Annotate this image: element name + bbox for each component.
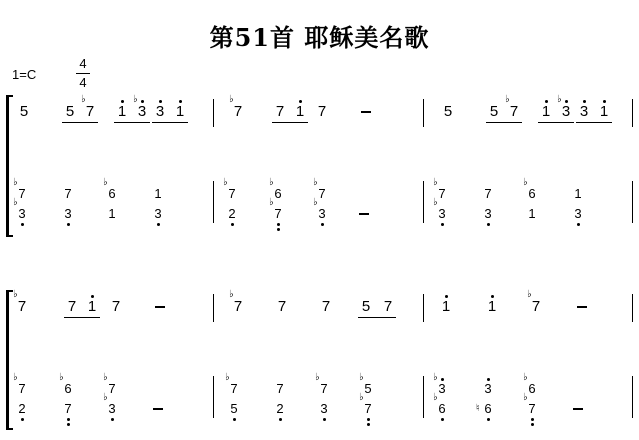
chord-upper-note	[10, 382, 34, 396]
time-signature	[76, 56, 90, 91]
barline	[632, 376, 633, 418]
melody-note	[314, 299, 338, 315]
chord-lower-note	[56, 207, 80, 221]
high-octave-dot	[491, 295, 494, 298]
melody-note	[524, 299, 548, 315]
chord-upper-note	[220, 187, 244, 201]
high-octave-dot	[441, 378, 444, 381]
chord-upper-note	[268, 382, 292, 396]
chord-lower-note	[100, 207, 124, 221]
barline	[632, 99, 633, 127]
chord-lower-note	[268, 402, 292, 416]
note-digit: 1	[117, 103, 127, 120]
note-digit: 1	[541, 103, 551, 120]
chord-lower-note	[10, 207, 34, 221]
high-octave-dot	[91, 295, 94, 298]
note-digit: 7	[276, 381, 284, 396]
melody-note	[376, 299, 400, 315]
rest-dash	[359, 213, 369, 215]
note-digit: 3	[154, 206, 162, 221]
eighth-beam	[152, 122, 188, 123]
note-digit: 6	[438, 401, 446, 416]
melody-note	[354, 299, 378, 315]
flat-sign: ♭	[505, 94, 510, 105]
note-digit: 7	[320, 381, 328, 396]
note-digit: 7	[85, 103, 95, 120]
note-digit: 7	[509, 103, 519, 120]
note-digit: 5	[364, 381, 372, 396]
note-digit: 5	[230, 401, 238, 416]
low-octave-dot	[577, 223, 580, 226]
flat-sign: ♭	[523, 372, 528, 383]
melody-note	[12, 104, 36, 120]
chord-lower-note	[430, 207, 454, 221]
chord-lower-note	[430, 402, 454, 416]
note-digit: 5	[65, 103, 75, 120]
eighth-beam	[538, 122, 574, 123]
chord-lower-note	[222, 402, 246, 416]
chord-upper-note	[476, 382, 500, 396]
note-digit: 7	[321, 298, 331, 315]
low-octave-dot	[487, 418, 490, 421]
flat-sign: ♭	[13, 289, 18, 300]
eighth-beam	[486, 122, 522, 123]
high-octave-dot	[179, 100, 182, 103]
low-octave-dot	[441, 223, 444, 226]
barline	[213, 181, 214, 223]
chord-upper-note	[222, 382, 246, 396]
low-octave-dot	[367, 423, 370, 426]
eighth-beam	[64, 317, 100, 318]
low-octave-dot	[231, 223, 234, 226]
low-octave-dot	[21, 223, 24, 226]
barline	[423, 294, 424, 322]
low-octave-dot	[323, 418, 326, 421]
note-digit: 1	[528, 206, 536, 221]
chord-lower-note	[10, 402, 34, 416]
note-digit: 2	[276, 401, 284, 416]
flat-sign: ♭	[523, 392, 528, 403]
barline	[423, 376, 424, 418]
note-digit: 6	[64, 381, 72, 396]
high-octave-dot	[445, 295, 448, 298]
chord-lower-note	[520, 402, 544, 416]
flat-sign: ♭	[103, 392, 108, 403]
note-digit: 1	[441, 298, 451, 315]
flat-sign: ♭	[13, 177, 18, 188]
chord-lower-note	[356, 402, 380, 416]
note-digit: 7	[275, 103, 285, 120]
low-octave-dot	[67, 423, 70, 426]
note-digit: 1	[175, 103, 185, 120]
note-digit: 7	[111, 298, 121, 315]
melody-note	[310, 104, 334, 120]
flat-sign: ♭	[225, 372, 230, 383]
barline	[632, 181, 633, 223]
flat-sign: ♭	[313, 177, 318, 188]
high-octave-dot	[299, 100, 302, 103]
high-octave-dot	[583, 100, 586, 103]
chord-lower-note	[310, 207, 334, 221]
note-digit: 3	[561, 103, 571, 120]
flat-sign: ♭	[359, 372, 364, 383]
note-digit: 7	[64, 401, 72, 416]
low-octave-dot	[279, 418, 282, 421]
note-digit: 2	[228, 206, 236, 221]
note-digit: 2	[18, 401, 26, 416]
note-digit: 5	[19, 103, 29, 120]
melody-note	[592, 104, 616, 120]
note-digit: 1	[87, 298, 97, 315]
note-digit: 1	[108, 206, 116, 221]
note-digit: 6	[528, 381, 536, 396]
flat-sign: ♭	[433, 372, 438, 383]
note-digit: 6	[274, 186, 282, 201]
high-octave-dot	[487, 378, 490, 381]
barline	[632, 294, 633, 322]
flat-sign: ♭	[269, 177, 274, 188]
low-octave-dot	[531, 418, 534, 421]
flat-sign: ♭	[557, 94, 562, 105]
eighth-beam	[576, 122, 612, 123]
chord-lower-note	[266, 207, 290, 221]
note-digit: 5	[443, 103, 453, 120]
barline	[213, 99, 214, 127]
chord-upper-note	[476, 187, 500, 201]
melody-note	[436, 104, 460, 120]
time-signature-top: 4	[79, 56, 87, 71]
low-octave-dot	[441, 418, 444, 421]
flat-sign: ♭	[13, 372, 18, 383]
note-digit: 7	[318, 186, 326, 201]
eighth-beam	[272, 122, 308, 123]
note-digit: 3	[18, 206, 26, 221]
melody-note	[288, 104, 312, 120]
note-digit: 7	[233, 298, 243, 315]
melody-note	[226, 104, 250, 120]
note-digit: 6	[484, 401, 492, 416]
note-digit: 1	[487, 298, 497, 315]
flat-sign: ♭	[523, 177, 528, 188]
note-digit: 7	[484, 186, 492, 201]
chord-lower-note	[476, 402, 500, 416]
flat-sign: ♭	[433, 177, 438, 188]
note-digit: 7	[108, 381, 116, 396]
note-digit: 7	[17, 298, 27, 315]
chord-upper-note	[56, 187, 80, 201]
chord-lower-note	[520, 207, 544, 221]
note-digit: 7	[317, 103, 327, 120]
melody-note	[168, 104, 192, 120]
chord-lower-note	[56, 402, 80, 416]
melody-note	[480, 299, 504, 315]
note-digit: 7	[531, 298, 541, 315]
melody-note	[78, 104, 102, 120]
low-octave-dot	[21, 418, 24, 421]
note-digit: 1	[574, 186, 582, 201]
chord-lower-note	[220, 207, 244, 221]
note-digit: 3	[484, 206, 492, 221]
chord-upper-note	[520, 187, 544, 201]
melody-note	[80, 299, 104, 315]
note-digit: 5	[489, 103, 499, 120]
low-octave-dot	[531, 423, 534, 426]
note-digit: 7	[277, 298, 287, 315]
page-title: 第51首 耶稣美名歌	[209, 23, 430, 52]
low-octave-dot	[487, 223, 490, 226]
barline	[213, 376, 214, 418]
rest-dash	[153, 408, 163, 410]
melody-note	[226, 299, 250, 315]
chord-upper-note	[566, 187, 590, 201]
high-octave-dot	[121, 100, 124, 103]
flat-sign: ♭	[13, 197, 18, 208]
low-octave-dot	[233, 418, 236, 421]
melody-note	[10, 299, 34, 315]
eighth-beam	[358, 317, 396, 318]
note-digit: 3	[438, 206, 446, 221]
note-digit: 6	[528, 186, 536, 201]
note-digit: 5	[361, 298, 371, 315]
flat-sign: ♭	[359, 392, 364, 403]
flat-sign: ♭	[133, 94, 138, 105]
flat-sign: ♭	[229, 94, 234, 105]
note-digit: 7	[64, 186, 72, 201]
note-digit: 7	[383, 298, 393, 315]
flat-sign: ♭	[103, 177, 108, 188]
chord-lower-note	[476, 207, 500, 221]
melody-note	[502, 104, 526, 120]
flat-sign: ♭	[223, 177, 228, 188]
eighth-beam	[62, 122, 98, 123]
barline	[423, 99, 424, 127]
note-digit: 7	[274, 206, 282, 221]
note-digit: 1	[295, 103, 305, 120]
chord-lower-note	[566, 207, 590, 221]
low-octave-dot	[67, 223, 70, 226]
note-digit: 6	[108, 186, 116, 201]
key-signature: 1=C	[12, 67, 37, 82]
note-digit: 3	[108, 401, 116, 416]
flat-sign: ♭	[313, 197, 318, 208]
melody-note	[104, 299, 128, 315]
flat-sign: ♭	[59, 372, 64, 383]
rest-dash	[577, 306, 587, 308]
note-digit: 3	[574, 206, 582, 221]
chord-lower-note	[312, 402, 336, 416]
note-digit: 7	[67, 298, 77, 315]
note-digit: 7	[230, 381, 238, 396]
high-octave-dot	[603, 100, 606, 103]
note-digit: 7	[438, 186, 446, 201]
flat-sign: ♭	[315, 372, 320, 383]
note-digit: 3	[484, 381, 492, 396]
chord-upper-note	[56, 382, 80, 396]
note-digit: 7	[528, 401, 536, 416]
note-digit: 1	[154, 186, 162, 201]
low-octave-dot	[111, 418, 114, 421]
rest-dash	[573, 408, 583, 410]
eighth-beam	[114, 122, 150, 123]
high-octave-dot	[141, 100, 144, 103]
low-octave-dot	[321, 223, 324, 226]
flat-sign: ♭	[433, 392, 438, 403]
high-octave-dot	[565, 100, 568, 103]
low-octave-dot	[277, 228, 280, 231]
note-digit: 7	[18, 186, 26, 201]
flat-sign: ♭	[81, 94, 86, 105]
flat-sign: ♭	[269, 197, 274, 208]
low-octave-dot	[367, 418, 370, 421]
flat-sign: ♭	[433, 197, 438, 208]
melody-note	[270, 299, 294, 315]
high-octave-dot	[545, 100, 548, 103]
note-digit: 3	[438, 381, 446, 396]
time-signature-rule	[76, 73, 90, 74]
chord-lower-note	[100, 402, 124, 416]
note-digit: 3	[155, 103, 165, 120]
low-octave-dot	[157, 223, 160, 226]
note-digit: 3	[137, 103, 147, 120]
note-digit: 7	[18, 381, 26, 396]
melody-note	[434, 299, 458, 315]
chord-upper-note	[312, 382, 336, 396]
note-digit: 3	[320, 401, 328, 416]
low-octave-dot	[277, 223, 280, 226]
note-digit: 7	[364, 401, 372, 416]
rest-dash	[361, 111, 371, 113]
low-octave-dot	[67, 418, 70, 421]
chord-lower-note	[146, 207, 170, 221]
rest-dash	[155, 306, 165, 308]
note-digit: 7	[228, 186, 236, 201]
barline	[423, 181, 424, 223]
time-signature-bottom: 4	[79, 75, 87, 90]
note-digit: 7	[233, 103, 243, 120]
note-digit: 1	[599, 103, 609, 120]
chord-upper-note	[100, 187, 124, 201]
note-digit: 3	[318, 206, 326, 221]
chord-upper-note	[146, 187, 170, 201]
flat-sign: ♭	[103, 372, 108, 383]
barline	[213, 294, 214, 322]
high-octave-dot	[159, 100, 162, 103]
note-digit: 3	[579, 103, 589, 120]
flat-sign: ♭	[229, 289, 234, 300]
flat-sign: ♭	[527, 289, 532, 300]
note-digit: 3	[64, 206, 72, 221]
natural-sign: ♮	[476, 403, 480, 414]
